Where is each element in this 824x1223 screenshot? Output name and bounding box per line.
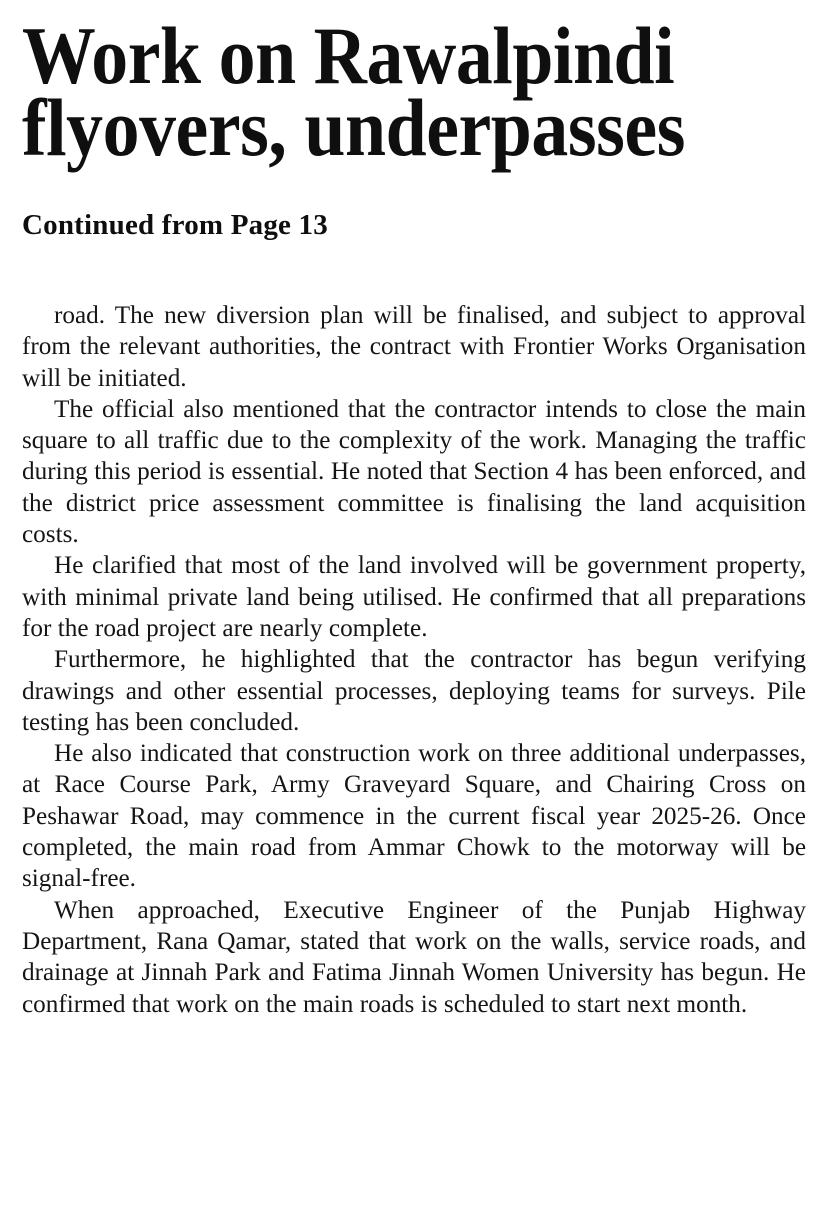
- article-paragraph: He also indicated that construction work on three additional underpasses, at Race Course Park, Army Graveyard Square, and Chairing Cross on Peshawar Road, may commence in the current fiscal year 2025-26. Once completed, the main road from Ammar Chowk to the motorway will be signal-free.: [22, 740, 806, 893]
- article-paragraph: Furthermore, he highlighted that the contractor has begun verifying drawings and other essential processes, deploying teams for surveys. Pile testing has been concluded.: [22, 646, 806, 736]
- article-paragraph: road. The new diversion plan will be finalised, and subject to approval from the relevant authorities, the contract with Frontier Works Organisation will be initiated.: [22, 302, 806, 392]
- headline-line-1: Work on Rawalpindi: [22, 10, 675, 101]
- continued-from-kicker: Continued from Page 13: [22, 209, 328, 241]
- article-paragraph: The official also mentioned that the contractor intends to close the main square to all traffic due to the complexity of the work. Managing the traffic during this period is essential. He noted that Section 4 has been enforced, and the district price assessment committee is finalising the land acquisition costs.: [22, 395, 806, 549]
- article-headline: [22, 0, 805, 173]
- article-paragraph: He clarified that most of the land involved will be government property, with minimal private land being utilised. He confirmed that all preparations for the road project are nearly complete.: [22, 552, 806, 642]
- article-container: [22, 0, 806, 1018]
- article-paragraph: When approached, Executive Engineer of the Punjab Highway Department, Rana Qamar, stated that work on the walls, service roads, and drainage at Jinnah Park and Fatima Jinnah Women University has begun. He confirmed that work on the main roads is scheduled to start next month.: [22, 896, 806, 1018]
- article-body: [22, 300, 806, 1020]
- headline-line-2: flyovers, underpasses: [22, 82, 685, 173]
